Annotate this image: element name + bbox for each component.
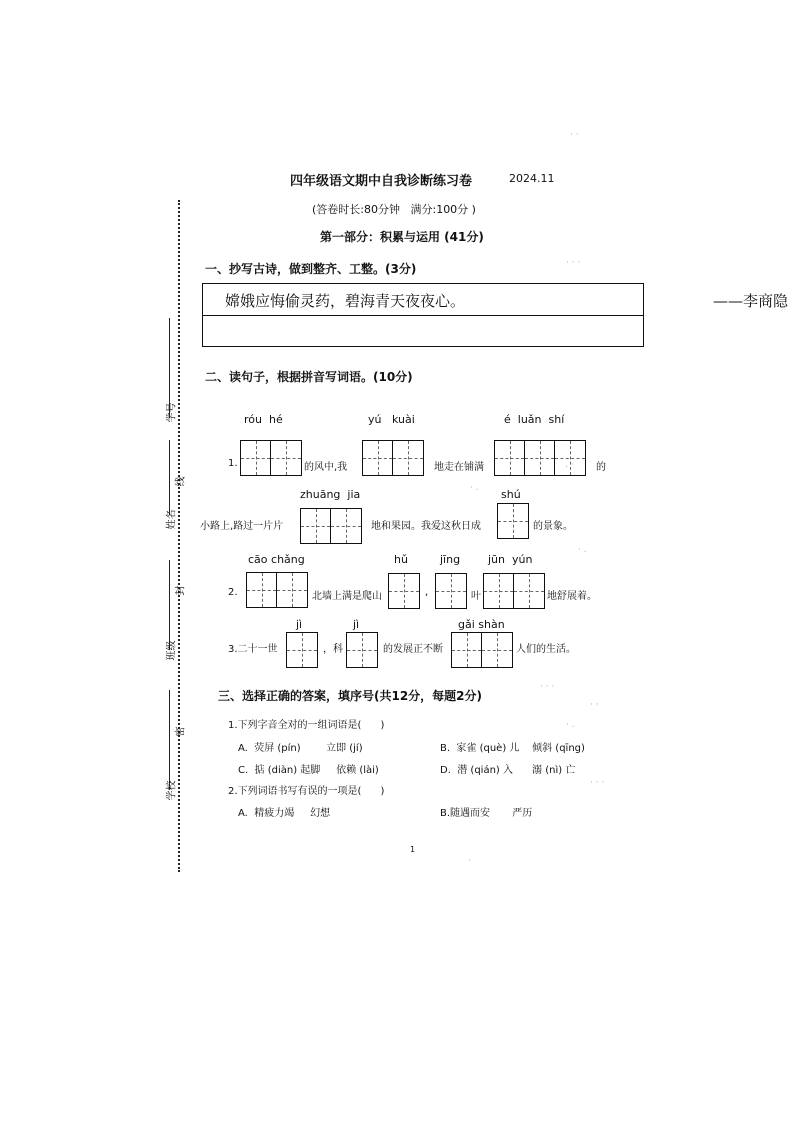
pinyin-rouhe: róu hé [244,413,283,426]
label-xian: 线 [175,476,187,487]
answer-box-jing[interactable] [435,573,467,609]
answer-box-eluanshi[interactable] [494,440,586,476]
pinyin-zhuangjia: zhuāng jia [300,488,361,501]
label-xuexiao: 学校 [166,780,178,801]
s2-text-b: 叶 [471,591,481,602]
pinyin-shu: shú [501,488,521,501]
scan-speck: · · [570,130,579,140]
poem-text: 嫦娥应悔偷灵药，碧海青天夜夜心。 [225,292,466,310]
pinyin-yukuai: yú kuài [368,413,415,426]
q3-heading: 三、选择正确的答案，填序号(共12分，每题2分) [218,689,483,703]
q3-item2-option-a: A. 精疲力竭 幻想 [238,808,331,819]
q1-heading: 一、抄写古诗，做到整齐、工整。(3分) [205,262,417,276]
s3-text-d: 人们的生活。 [516,644,576,655]
s1-text-c: 的 [596,462,606,473]
xingming-underline [169,440,170,515]
s3-text-b: ，科 [323,644,343,655]
poem-box [202,283,789,347]
pinyin-jing: jīng [440,553,461,566]
answer-box-shu[interactable] [497,503,529,539]
s2-text-c: 地舒展着。 [547,591,597,602]
answer-box-hu[interactable] [388,573,420,609]
s3-text-c: 的发展正不断 [383,644,443,655]
s1-number: 1. [228,458,238,469]
answer-box-rouhe[interactable] [240,440,302,476]
binding-dotted-line [178,200,180,872]
label-xingming: 姓名 [166,509,178,530]
q3-item2: 2.下列词语书写有误的一项是( ) [228,786,385,797]
answer-box-junyun[interactable] [483,573,545,609]
exam-subtitle: (答卷时长:80分钟 满分:100分 ) [312,203,476,216]
part1-heading: 第一部分：积累与运用 (41分) [320,230,484,244]
answer-box-gaishan[interactable] [451,632,513,668]
s2-comma: , [425,587,429,598]
scan-speck: · · [590,700,599,710]
pinyin-junyun: jūn yún [488,553,533,566]
q2-heading: 二、读句子，根据拼音写词语。(10分) [205,370,413,384]
scan-speck: · · · [590,778,605,788]
answer-box-yukuai[interactable] [362,440,424,476]
exam-title: 四年级语文期中自我诊断练习卷 [290,174,473,189]
scan-speck: . · [565,460,574,470]
s2-text-a: 北墙上满是爬山 [312,591,382,602]
page-number: 1 [410,845,416,854]
label-xuehao: 学号 [166,402,178,423]
exam-date: 2024.11 [509,172,555,185]
s1-text-e: 地和果园。我爱这秋日成 [371,521,481,532]
label-mi: 密 [175,726,187,737]
scan-speck: · [468,856,471,866]
q3-item1-option-b: B. 家雀 (què) 儿 倾斜 (qīng) [440,743,585,754]
s1-text-b: 地走在铺满 [434,462,484,473]
answer-box-caochang[interactable] [246,572,308,608]
q3-item2-option-b: B.随遇而安 严历 [440,808,533,819]
label-feng: 封 [175,585,187,596]
q3-item1-option-a: A. 荧屏 (pín) 立即 (jí) [238,743,363,754]
xuexiao-underline [169,690,170,790]
s3-text-a: 3.二十一世 [228,644,278,655]
pinyin-eluanshi: é luǎn shí [504,413,565,426]
answer-box-ji1[interactable] [286,632,318,668]
s1-text-a: 的风中,我 [304,462,348,473]
poem-row [203,284,789,316]
q3-item1-option-c: C. 掂 (diàn) 起脚 依赖 (lài) [238,765,379,776]
s2-number: 2. [228,587,238,598]
label-banji: 班级 [166,640,178,661]
pinyin-gaishan: gǎi shàn [458,618,505,631]
pinyin-caochang: cāo chǎng [248,553,305,566]
scan-speck: · . [578,545,587,555]
s1-text-f: 的景象。 [533,521,573,532]
scan-speck: · . [566,720,575,730]
q3-item1-option-d: D. 潜 (qián) 入 溺 (nì) 亡 [440,765,576,776]
answer-box-ji2[interactable] [346,632,378,668]
pinyin-ji1: jì [296,618,303,631]
scan-speck: · · · [540,682,555,692]
answer-box-zhuangjia[interactable] [300,508,362,544]
scan-speck: · · · [566,258,581,268]
scan-speck: · . [470,483,479,493]
pinyin-ji2: jì [353,618,360,631]
q3-item1: 1.下列字音全对的一组词语是( ) [228,720,385,731]
s1-text-d: 小路上,路过一片片 [200,521,284,532]
banji-underline [169,560,170,650]
pinyin-hu: hǔ [394,553,408,566]
poem-author: ——李商隐 [713,292,789,310]
